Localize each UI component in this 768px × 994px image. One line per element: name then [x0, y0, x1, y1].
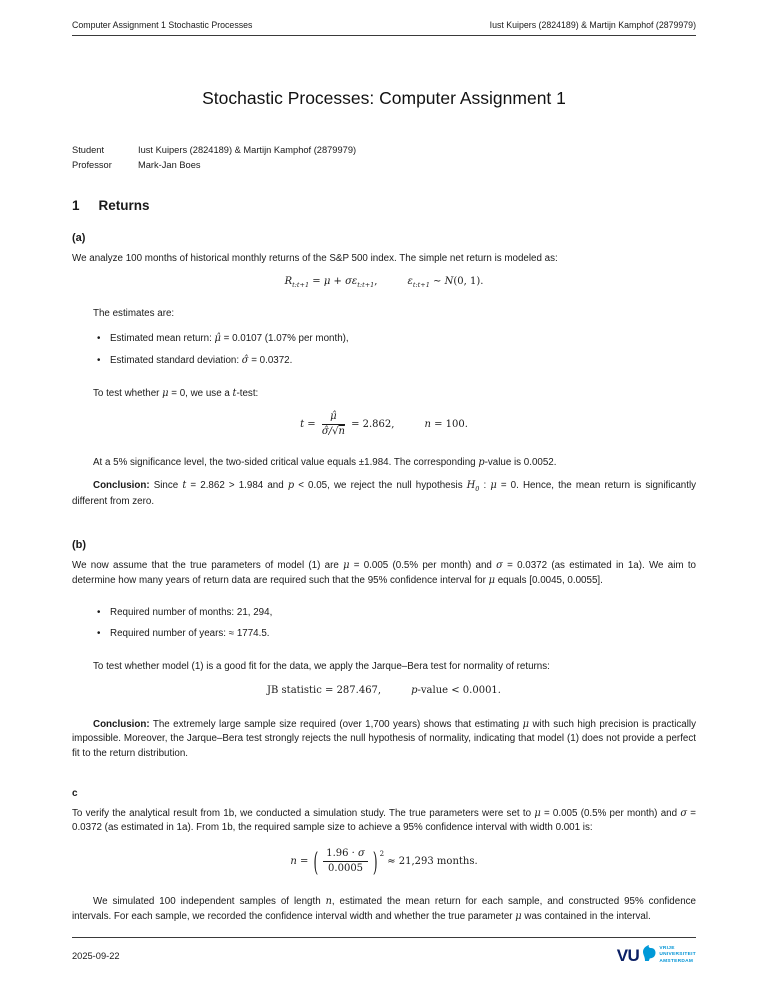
bullet-list-b [97, 599, 696, 649]
paragraph-pvalue [72, 456, 696, 471]
math-var: σ̂ [241, 354, 249, 366]
text-run: = [309, 276, 324, 288]
conclusion-a [72, 479, 696, 509]
conclusion-b [72, 718, 696, 762]
vu-griffin-icon [642, 945, 656, 966]
bullet-icon: • [97, 628, 101, 640]
section-number: 1 [72, 197, 80, 213]
page-title: Stochastic Processes: Computer Assignment 1 [202, 88, 566, 108]
paragraph-jb-intro: To test whether model (1) is a good fit for the data, we apply the Jarque–Bera test for normality of returns: [93, 661, 550, 673]
text-run: At a 5% significance level, the two-sided critical value equals ±1.984. The corresponding [93, 457, 479, 469]
math-var: μ [490, 479, 497, 491]
text-run: Required number of months: [110, 606, 237, 618]
text-run: The extremely large sample size required (over 1,700 years) shows that estimating [149, 718, 523, 730]
text-run: 21, 294, [236, 606, 273, 618]
sqrt-sign: √ [332, 426, 339, 438]
subsection-c-heading: c [72, 787, 78, 799]
subsection-b-heading: (b) [72, 539, 87, 552]
text-run: Estimated mean return: [110, 333, 215, 345]
math-var: R [284, 276, 293, 288]
math-var: σ̂/ [321, 426, 333, 438]
text-run: equals [0.0045, 0.0055]. [494, 574, 603, 586]
bullet-icon: • [97, 354, 101, 366]
list-item [97, 332, 696, 347]
text-run: = 0.0372 (as estimated in 1a). From 1b, the required sample size to achieve a 95% confidence interval with width 0.001 is: [72, 807, 696, 834]
section-title: Returns [98, 197, 150, 213]
math-var: t [300, 419, 305, 431]
paragraph-c-intro [72, 807, 696, 836]
equation-ttest [72, 411, 696, 438]
text-run: 1.96 · [326, 848, 359, 860]
student-row [72, 143, 696, 158]
math-var: σ [496, 560, 503, 572]
fraction [322, 411, 345, 438]
text-run: Since [149, 479, 183, 491]
text-run: , estimated the mean return for each sample, and constructed 95% confidence intervals. For each sample, we recorded the confidence interval width and whether the true parameter [72, 896, 696, 922]
text-run: We now assume that the true parameters of model (1) are [72, 560, 344, 572]
math-var: n [325, 896, 332, 908]
text-run: -value is 0.0052. [484, 457, 557, 469]
text-run: Required number of years: [110, 628, 229, 640]
footer-date: 2025-09-22 [72, 950, 120, 961]
vu-line: AMSTERDAM [659, 958, 694, 964]
math-var: σ [680, 807, 688, 819]
math-subscript: t:t+1 [412, 281, 430, 290]
text-run: To test whether [93, 387, 163, 399]
text-run: ≈ 1774.5. [228, 628, 270, 640]
bullet-icon: • [97, 333, 101, 345]
text-run: : [479, 479, 491, 491]
text-run: JB statistic = 287.467, [267, 684, 382, 696]
text-run: = 0.005 (0.5% per month) and [349, 560, 497, 572]
paragraph-c-closing [72, 895, 696, 924]
page-footer [72, 937, 696, 966]
list-item [97, 354, 696, 369]
paragraph-a-intro: We analyze 100 months of historical monthly returns of the S&P 500 index. The simple net return is modeled as: [72, 252, 558, 264]
math-var: n [290, 856, 297, 868]
paragraph-estimates-label: The estimates are: [93, 308, 175, 320]
text-run: = [296, 856, 312, 868]
text-run: = 2.862 > 1.984 and [186, 479, 288, 491]
vu-wordmark: VU [616, 945, 640, 965]
text-run: = [304, 419, 319, 431]
text-run: with such high precision is practically impossible. Moreover, the Jarque–Bera test strongly rejects the null hypothesis of normality, indicating that model (1) does not provide a perfect fit to the return distribution. [72, 718, 696, 760]
text-run: ≈ 21,293 months. [384, 856, 478, 868]
text-run: To verify the analytical result from 1b, we conducted a simulation study. The true parameters were set to [72, 807, 535, 819]
list-item [97, 606, 696, 621]
text-run: = 0.0372. [248, 354, 293, 366]
equation-jarque-bera [72, 685, 696, 696]
text-run: -test: [236, 387, 259, 399]
text-run: = 0, we use a [168, 387, 233, 399]
text-run: -value < 0.0001. [417, 684, 501, 696]
math-var: t [232, 387, 237, 399]
math-var: μ̂ [214, 333, 221, 345]
math-var: p [287, 479, 295, 491]
conclusion-label: Conclusion: [93, 479, 150, 491]
math-subscript: t:t+1 [292, 281, 310, 290]
math-var: n [338, 426, 345, 438]
equation-model [72, 276, 696, 289]
math-var: μ [522, 718, 530, 730]
text-run: = 0.0372 (as estimated in 1a). We aim to determine how many years of return data are required such that the 95% confidence interval for [72, 560, 696, 586]
list-item-text [110, 332, 349, 347]
vu-line: VRIJE [659, 946, 675, 952]
bullet-icon: • [97, 606, 101, 618]
fraction [323, 848, 368, 875]
exponent: 2 [379, 850, 385, 859]
left-paren: ( [313, 846, 319, 878]
student-label: Student [72, 145, 105, 155]
section-heading-returns [72, 198, 696, 213]
math-var: μ + σε [323, 276, 358, 288]
vu-line: UNIVERSITEIT [659, 952, 696, 958]
math-var: ε [407, 276, 413, 288]
fraction-numerator [323, 848, 368, 862]
text-run: = 2.862, [347, 419, 395, 431]
math-var: n [424, 419, 431, 431]
math-var: H [466, 479, 476, 491]
math-var: μ [488, 574, 495, 586]
fraction-denominator [322, 425, 345, 438]
professor-label: Professor [72, 159, 112, 170]
conclusion-label: Conclusion: [93, 718, 150, 730]
fraction-numerator: μ̂ [322, 411, 345, 425]
page-header [72, 20, 696, 36]
student-value: Iust Kuipers (2824189) & Martijn Kamphof (2879979) [138, 145, 357, 155]
text-run: = 0. Hence, the mean return is significantly different from zero. [72, 479, 697, 507]
text-run: < 0.05, we reject the null hypothesis [294, 479, 467, 491]
right-paren: ) [372, 846, 378, 878]
math-var: μ [534, 807, 541, 819]
list-item [97, 627, 696, 642]
paragraph-b-intro [72, 559, 696, 588]
math-var: t [182, 479, 187, 491]
header-left: Computer Assignment 1 Stochastic Processes [72, 20, 253, 30]
text-run: = 0.005 (0.5% per month) and [540, 807, 681, 819]
text-run: ∼ [429, 276, 445, 288]
text-run: , [374, 276, 378, 288]
professor-value: Mark-Jan Boes [138, 159, 201, 170]
list-item-text [110, 354, 292, 369]
fraction-denominator: 0.0005 [328, 863, 364, 875]
text-run: = 0.0107 (1.07% per month), [220, 333, 349, 345]
text-run: We simulated 100 independent samples of length [93, 896, 326, 908]
bullet-list-a [97, 325, 696, 375]
math-var: μ [515, 910, 522, 922]
vu-logo-lines [659, 946, 696, 965]
math-subscript: t:t+1 [357, 281, 375, 290]
math-var: μ [343, 560, 350, 572]
math-var: μ [162, 387, 169, 399]
math-var: N [444, 276, 454, 288]
professor-row [72, 158, 696, 173]
list-item-text [110, 606, 272, 621]
text-run: was contained in the interval. [521, 910, 651, 922]
math-var: p [478, 457, 485, 469]
header-right: Iust Kuipers (2824189) & Martijn Kamphof (2879979) [489, 20, 696, 30]
math-var: p [411, 684, 418, 696]
subsection-a-heading: (a) [72, 231, 86, 244]
text-run: (0, 1). [453, 276, 484, 288]
text-run: Estimated standard deviation: [110, 354, 242, 366]
math-subscript: 0 [475, 484, 480, 493]
paragraph-ttest-intro [72, 387, 696, 402]
vu-logo [617, 945, 696, 966]
info-block [72, 143, 696, 173]
math-var: σ [358, 848, 365, 860]
text-run: = 100. [430, 419, 468, 431]
list-item-text [110, 627, 270, 642]
equation-sample-size [72, 846, 696, 878]
